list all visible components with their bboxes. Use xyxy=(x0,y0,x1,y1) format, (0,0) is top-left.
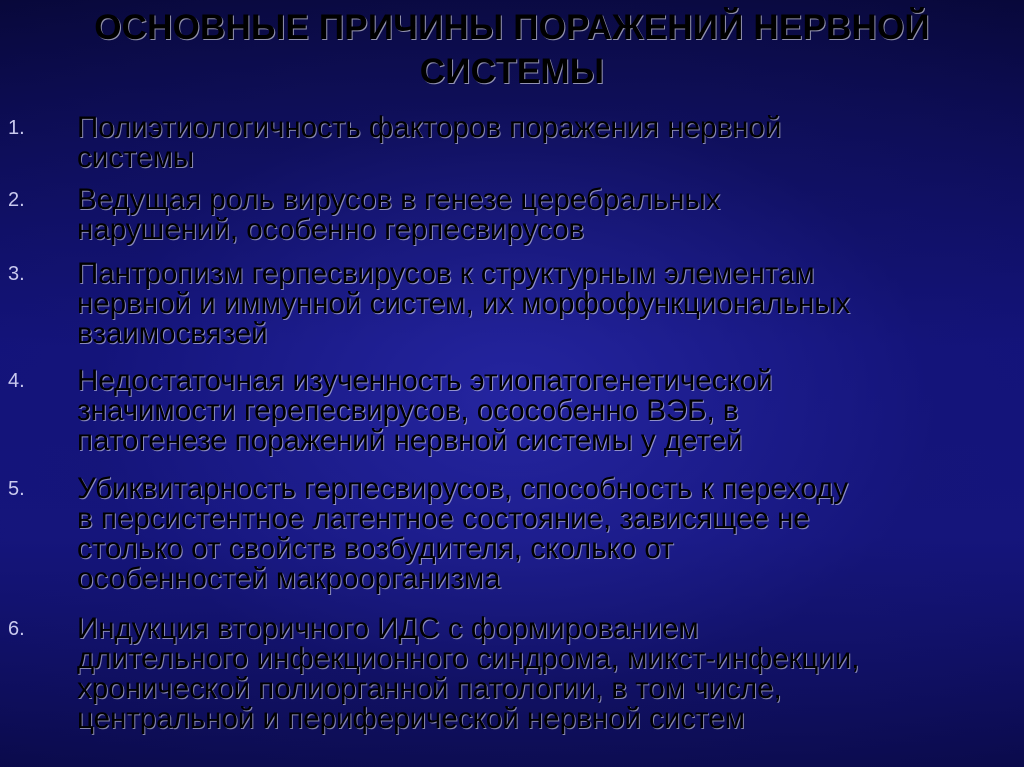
list-item-line: Пантропизм герпесвирусов к структурным элементам xyxy=(77,257,815,290)
list-item-text xyxy=(77,185,720,245)
list-item-line: патогенезе поражений нервной системы у детей xyxy=(77,424,743,457)
list-item-number: 4. xyxy=(8,370,25,392)
list-item-line: Недостаточная изученность этиопатогенетической xyxy=(77,364,773,397)
list-item-line: длительного инфекционного синдрома, микст-инфекции, xyxy=(77,642,860,675)
list-item-number: 2. xyxy=(8,189,25,211)
list-item-line: Полиэтиологичность факторов поражения нервной xyxy=(77,111,782,144)
list-item-text xyxy=(77,113,781,173)
list-item-text xyxy=(77,366,773,456)
list-item-line: системы xyxy=(77,141,195,174)
list-item-number: 1. xyxy=(8,117,25,139)
list-item-line: Индукция вторичного ИДС с формированием xyxy=(77,612,699,645)
list-item-line: нервной и иммунной систем, их морфофункциональных xyxy=(77,287,851,320)
title-line-2: СИСТЕМЫ xyxy=(419,52,605,91)
list-item-line: взаимосвязей xyxy=(77,317,268,350)
list-item-line: столько от свойств возбудителя, сколько от xyxy=(77,532,674,565)
list-item-text xyxy=(77,259,850,349)
list-item-line: Ведущая роль вирусов в генезе церебральных xyxy=(77,183,721,216)
list-item-text xyxy=(77,614,859,734)
list-item-line: хронической полиорганной патологии, в том числе, xyxy=(77,672,782,705)
list-item-number: 3. xyxy=(8,263,25,285)
list-item-line: особенностей макроорганизма xyxy=(77,562,501,595)
list-item-line: значимости герепесвирусов, осособенно ВЭБ, в xyxy=(77,394,739,427)
list-item-line: центральной и периферической нервной систем xyxy=(77,702,745,735)
list-item-line: Убиквитарность герпесвирусов, способность к переходу xyxy=(77,472,849,505)
slide-title xyxy=(0,6,1024,94)
list-item-number: 6. xyxy=(8,618,25,640)
list-item-line: в персистентное латентное состояние, зависящее не xyxy=(77,502,810,535)
list-item-text xyxy=(77,474,848,594)
title-line-1: ОСНОВНЫЕ ПРИЧИНЫ ПОРАЖЕНИЙ НЕРВНОЙ xyxy=(94,8,930,47)
list-item-line: нарушений, особенно герпесвирусов xyxy=(77,213,585,246)
list-item-number: 5. xyxy=(8,478,25,500)
